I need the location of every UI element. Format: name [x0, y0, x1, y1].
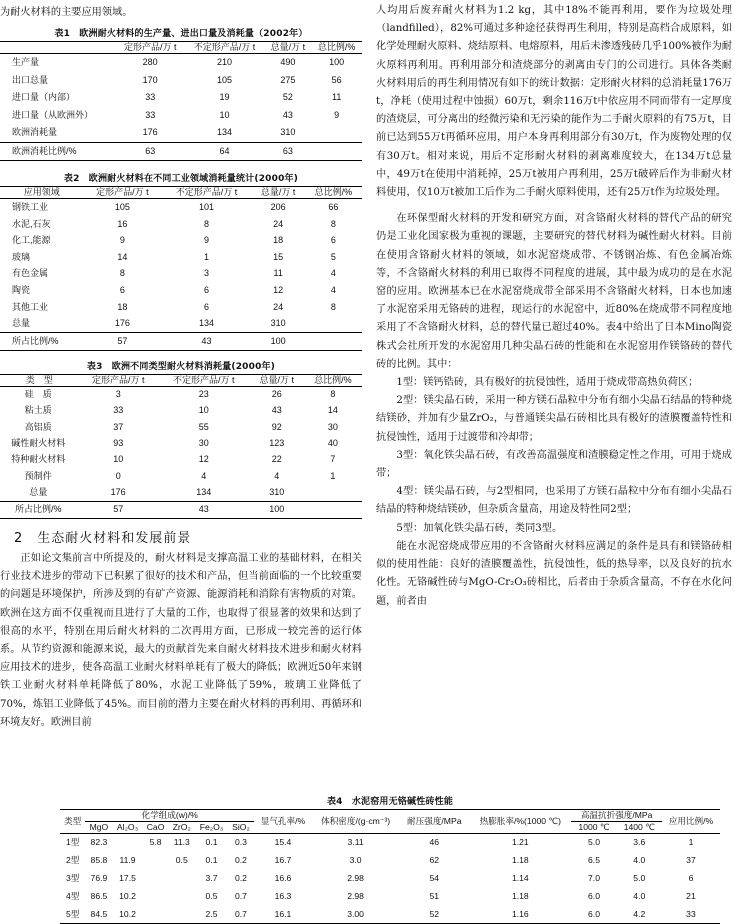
table4-row: [60, 887, 720, 905]
table2-cell: 176: [114, 318, 130, 329]
table4-cell: 1.14: [511, 872, 529, 883]
table4-cell: 3.6: [633, 837, 646, 848]
table3-cell: 4: [201, 470, 207, 481]
table4-cell: 6.0: [588, 890, 600, 901]
table4-header: 类型: [60, 810, 85, 834]
table1: [0, 41, 362, 161]
table3-cell: 100: [250, 501, 304, 518]
table2-row: [0, 315, 362, 332]
table4-cell: 11.3: [173, 837, 190, 848]
table4-cell: 4.0: [633, 890, 646, 901]
table2: [0, 186, 362, 350]
table4-row: [60, 870, 720, 888]
table4-cell: 1.18: [511, 855, 529, 866]
table4-cell: 0.2: [235, 855, 247, 866]
table3-cell: 40: [327, 438, 338, 449]
table1-row-label: 出口总量: [12, 74, 49, 85]
table3-cell: 30: [198, 438, 209, 449]
table3-cell: 123: [269, 438, 285, 449]
table2-row-label: 化工,能源: [12, 235, 51, 246]
table4-cell: [143, 852, 169, 870]
table3-cell: 8: [330, 389, 336, 400]
table3-row-label: 碱性耐火材料: [11, 438, 66, 449]
table3-row-label: 预制件: [24, 470, 52, 481]
intro-line: 为耐火材料的主要应用领域。: [0, 7, 133, 18]
table4-caption: 表4 水泥窑用无铬碱性砖性能: [326, 797, 454, 807]
table2-cell: 4: [330, 268, 336, 279]
table4-row-label: 1型: [66, 837, 80, 848]
table1-header: 总量/万 t: [264, 42, 311, 54]
table4-cell: 15.4: [274, 837, 292, 848]
table4-cell: 0.3: [235, 837, 247, 848]
table1-cell: 11: [332, 92, 342, 103]
table4-cell: 3.7: [205, 872, 218, 883]
table2-header: 总量/万 t: [252, 187, 305, 199]
table1-cell: 19: [219, 92, 230, 103]
table1-row-label: 欧洲消耗量: [12, 127, 58, 138]
table3-row-label: 硅 质: [24, 389, 52, 400]
table2-caption: 表2 欧洲耐火材料在不同工业领域消耗量统计(2000年): [63, 174, 299, 185]
paragraph-type5: 5型：加氧化铁尖晶石砖，类同3型。: [396, 522, 563, 534]
table4-subheader: MgO: [85, 822, 112, 834]
table2-row: [0, 199, 362, 216]
table1-cell: 9: [334, 109, 340, 120]
paragraph-type3: 3型：氧化铁尖晶石砖，有改善高温强度和渣膜稳定性之作用，可用于烧成带；: [376, 449, 732, 480]
table4-cell: 0.1: [205, 837, 218, 848]
table4-header: 高温抗折强度/MPa: [571, 810, 662, 822]
table4-cell: 84.5: [85, 905, 112, 923]
table4-block: [60, 794, 720, 924]
table4-cell: 5.8: [149, 837, 162, 848]
table3-cell: 310: [269, 486, 285, 497]
table1-header: 不定形产品/万 t: [185, 42, 265, 54]
table4-cell: 16.1: [254, 905, 312, 923]
table4-cell: 4.2: [617, 905, 662, 923]
table3-cell: 33: [113, 405, 124, 416]
table4-cell: 1: [688, 837, 694, 848]
table2-cell: 8: [330, 218, 336, 229]
table2-cell: 6: [203, 284, 209, 295]
table4-cell: 2.5: [195, 905, 228, 923]
table2-row: [0, 299, 362, 316]
table1-row-label: 进口量（内部）: [12, 92, 76, 103]
table4-cell: 0.5: [205, 890, 218, 901]
table1-cell: [311, 124, 362, 142]
table3-cell: 1: [330, 470, 336, 481]
table1-caption: 表1 欧洲耐火材料的生产量、进出口量及消耗量（2002年）: [54, 29, 308, 40]
table2-cell: 100: [252, 332, 305, 350]
table3-cell: 57: [79, 501, 158, 518]
table3-row: [0, 468, 362, 484]
table1-cell: 52: [282, 92, 293, 103]
table3-cell: 0: [115, 470, 121, 481]
table2-row-label: 有色金属: [12, 268, 49, 279]
table2-cell: 24: [273, 218, 284, 229]
table3-cell: 43: [158, 501, 250, 518]
table2-cell: [305, 315, 362, 332]
table3-cell: 12: [198, 454, 209, 465]
table4-cell: 3.0: [349, 855, 362, 866]
table2-cell: 8: [119, 268, 125, 279]
section-2-title: 2 生态耐火材料和发展前景: [14, 530, 192, 546]
table1-cell: 100: [329, 57, 345, 68]
table4-cell: 21: [686, 890, 696, 901]
table1-row-label: 进口量（从欧洲外）: [12, 109, 94, 120]
table1-cell: 64: [185, 142, 265, 161]
table3-cell: 176: [110, 486, 126, 497]
right-column: [376, 0, 732, 611]
table4-subheader: SiO₂: [228, 822, 254, 834]
table4-cell: [143, 887, 169, 905]
table4-cell: 0.2: [235, 872, 247, 883]
table1-cell: 63: [116, 142, 185, 161]
table1-row: [0, 89, 362, 107]
paragraph-type1: 1型：镁钙锆砖，具有极好的抗侵蚀性，适用于烧成带高热负荷区；: [396, 377, 699, 389]
table4-cell: 0.1: [205, 855, 218, 866]
table3-cell: 93: [113, 438, 124, 449]
table1-cell: 310: [280, 127, 296, 138]
table1-row-label: 生产量: [12, 57, 40, 68]
table4-subheader: ZrO₂: [169, 822, 196, 834]
table3-row: [0, 484, 362, 501]
table1-cell: 33: [145, 109, 156, 120]
table4-cell: [112, 834, 142, 852]
table2-header: 定形产品/万 t: [83, 187, 161, 199]
table2-cell: 9: [203, 235, 209, 246]
table3-row: [0, 386, 362, 403]
table2-cell: 14: [117, 251, 128, 262]
table4-header: 化学组成(w)/%: [85, 810, 254, 822]
table2-row: [0, 216, 362, 233]
table3-cell: 7: [330, 454, 336, 465]
table3-header: 类 型: [0, 374, 79, 386]
table4-cell: 3.00: [312, 905, 399, 923]
table3-cell: 134: [196, 486, 212, 497]
table4-row-label: 2型: [66, 855, 80, 866]
table2-cell: 12: [273, 284, 284, 295]
table1-cell: 56: [331, 74, 342, 85]
table2-cell: 4: [330, 284, 336, 295]
table1-header: [0, 42, 116, 54]
paragraph-conditions: 能在水泥窑烧成带应用的不含铬耐火材料应满足的条件是具有和镁铬砖相似的使用性能：良好的渣膜覆盖性，抗侵蚀性，低的热导率，以及良好的抗水化性。无铬碱性砖与MgO-Cr₂O₃砖相比，后者由于杂质含量高，不存在水化问题，前者由: [376, 540, 732, 607]
table4-cell: [169, 870, 196, 888]
table2-header: 应用领域: [0, 187, 83, 199]
table2-row-label: 陶瓷: [12, 284, 31, 295]
table4-cell: 1.21: [511, 837, 529, 848]
table3-header: 定形产品/万 t: [79, 374, 158, 386]
table4-row-label: 4型: [66, 890, 80, 901]
table2-cell: 134: [198, 318, 214, 329]
table2-header: 总比例/%: [305, 187, 362, 199]
table4-cell: 46: [429, 837, 440, 848]
table3-cell: 10: [198, 405, 209, 416]
table4-cell: 51: [429, 890, 440, 901]
table1-header: 定形产品/万 t: [116, 42, 185, 54]
table1-cell: 210: [217, 57, 233, 68]
table3-cell: 43: [271, 405, 282, 416]
table2-row: [0, 282, 362, 299]
table3: [0, 374, 362, 519]
table3-cell: 23: [198, 389, 209, 400]
table1-cell: 275: [280, 74, 296, 85]
table4-cell: 16.7: [274, 855, 292, 866]
table2-cell: 57: [83, 332, 161, 350]
table4-cell: 86.5: [90, 890, 108, 901]
table3-row-label: 高铝质: [24, 421, 52, 432]
table4-cell: 6.5: [588, 855, 600, 866]
table2-cell: 16: [117, 218, 128, 229]
table1-cell: 170: [142, 74, 158, 85]
table2-row-label: 总量: [12, 318, 31, 329]
table1-cell: 10: [219, 109, 230, 120]
table4-header: 热膨胀率/%(1000 ℃): [469, 810, 571, 834]
paragraph-type4: 4型：镁尖晶石砖，与2型相同，也采用了方镁石晶粒中分布有细小尖晶石结晶的特种烧结镁砂，但杂质含量高，用途及特性同2型；: [376, 486, 732, 516]
table2-cell: 66: [328, 202, 339, 212]
table3-cell: 14: [327, 405, 338, 416]
table1-cell: [311, 142, 362, 161]
table2-cell: 18: [117, 301, 128, 312]
table2-row-label: 其他工业: [12, 301, 49, 312]
table1-cell: 33: [145, 92, 156, 103]
table3-cell: 37: [113, 421, 124, 432]
left-column: [0, 0, 362, 732]
table2-cell: 15: [273, 251, 284, 262]
table4-cell: 85.8: [90, 855, 108, 866]
table2-row-label: 钢铁工业: [12, 202, 49, 212]
table2-cell: 206: [270, 202, 286, 212]
table2-row-label: 水泥,石灰: [12, 218, 51, 229]
table4-subheader: Fe₂O₃: [195, 822, 228, 834]
table4-cell: 2.98: [347, 872, 364, 883]
table4-cell: 10.2: [119, 890, 136, 901]
table2-cell: 11: [273, 268, 283, 279]
table2-cell: 1: [203, 251, 209, 262]
table4-cell: 82.3: [90, 837, 108, 848]
table3-cell: 26: [271, 389, 282, 400]
table1-cell: 105: [217, 74, 233, 85]
table4-cell: 6: [688, 872, 694, 883]
table4-cell: 2.98: [347, 890, 364, 901]
table4-cell: 16.6: [274, 872, 292, 883]
table4-subheader: 1000 ℃: [571, 822, 616, 834]
table4-cell: 1.16: [469, 905, 571, 923]
table2-cell: 6: [203, 301, 209, 312]
table4-cell: 37: [686, 855, 696, 866]
table2-row-label: 玻璃: [12, 251, 31, 262]
table1-cell: 63: [264, 142, 311, 161]
paragraph-chrome-free: 在环保型耐火材料的开发和研究方面，对含铬耐火材料的替代产品的研究仍是工业化国家极为重视的课题，主要研究的替代材料为碱性耐火材料。目前在使用含铬耐火材料的领域，如水泥窑烧成带、不锈钢冶炼、有色金属冶炼等，不含铬耐火材料的利用已取得不同程度的进展，其中最为成功的是在水泥窑的应用。欧洲基本已在水泥窑烧成带全部采用不含铬耐火材料，日本也加速了水泥窑采用无铬砖的进程，现运行的水泥窑中，近80%在烧成带不同程度地采用了不含铬耐火材料，总的替代量已超过40%。表4中给出了日本Mino陶瓷株式会社所开发的水泥窑用几种尖晶石砖的性能和在水泥窑用作镁铬砖的替代砖的比例。其中：: [376, 213, 732, 370]
table3-header: 不定形产品/万 t: [158, 374, 250, 386]
table3-cell: 4: [274, 470, 280, 481]
table4-cell: 5.0: [633, 872, 646, 883]
table2-cell: 8: [330, 301, 336, 312]
table1-cell: 43: [282, 109, 293, 120]
table2-cell: 310: [270, 318, 286, 329]
table3-cell: 3: [115, 389, 121, 400]
table2-cell: 9: [119, 235, 125, 246]
table3-row: [0, 419, 362, 435]
table2-cell: 18: [273, 235, 284, 246]
table4-cell: [169, 887, 196, 905]
paragraph-recycling: 人均用后废弃耐火材料为1.2 kg，其中18%不能再利用，要作为垃圾处理（landfilled），82%可通过多种途径获得再生利用，特别是高档合成原料，如化学处理耐火原料、烧结原料、电熔原料，用后未渗透残砖几乎100%被作为耐火原料再利用。再利用部分和渣烧部分的剥离由专门的公司进行。具体各类耐火材料用后的再生利用情况有如下的统计数据：定形耐火材料的总消耗量176万t，净耗（使用过程中蚀损）60万t，剩余116万t中依应用不同而带有一定厚度的渣烧层，可分离出的经微污染和无污染的能作为二手耐火原料的有75万t，目前已达到55万t再循环应用，用户本身再利用部分有30万t，作为废物处理的仅有30万t。相对来说，用后不定形耐火材料的剥离难度较大，在134万t总量中，49万t在使用中消耗掉，25万t被用户再利用，25万t破碎后作为非耐火材料使用，仅10万t被加工后作为二手耐火原料使用，还有25万t作为垃圾处理。: [376, 5, 732, 199]
table4-subheader: Al₂O₃: [112, 822, 142, 834]
table4-cell: 0.7: [228, 905, 254, 923]
table2-cell: 43: [161, 332, 251, 350]
table4-cell: 16.3: [274, 890, 292, 901]
table4-cell: 52: [399, 905, 469, 923]
table4-cell: [143, 870, 169, 888]
table2-cell: 6: [330, 235, 336, 246]
table4-cell: 76.9: [90, 872, 108, 883]
table4-cell: 0.7: [235, 890, 247, 901]
table4-row-label: 3型: [66, 872, 80, 883]
table4-header: 体积密度/(g·cm⁻³): [312, 810, 399, 834]
table4-header: 应用比例/%: [662, 810, 720, 834]
table4-cell: 54: [429, 872, 440, 883]
table3-cell: 92: [271, 421, 282, 432]
section-2-body: 正如论文集前言中所提及的，耐火材料是支撑高温工业的基础材料，在相关行业技术进步的带动下已积累了很好的技术和产品，但当前面临的一个比较重要的问题是环境保护，所涉及到的有矿产资源、能源消耗和消除有害物质的对策。欧洲在这方面不仅重视而且进行了大量的工作，也取得了很显著的效果和达到了很高的水平，特别在用后耐火材料的二次再用方面，已形成一较完善的运行体系。从节约资源和能源来说，最大的贡献首先来自耐火材料技术进步和耐火材料应用技术的进步，使各高温工业耐火材料单耗有了极大的降低；欧洲近50年来钢铁工业耐火材料单耗降低了80%，水泥工业降低了59%，玻璃工业降低了70%，炼铝工业降低了45%。而目前的潜力主要在耐火材料的再利用、再循环和环境友好。欧洲目前: [0, 552, 362, 728]
table4-cell: 0.5: [175, 855, 188, 866]
table4-row: [60, 852, 720, 870]
table4-subheader: CaO: [143, 822, 169, 834]
table2-row: [0, 266, 362, 283]
table4-cell: 3.11: [347, 837, 364, 848]
table3-cell: 30: [327, 421, 338, 432]
table2-cell: 5: [330, 251, 336, 262]
table4-row-label: 5型: [60, 905, 85, 923]
table2-header: 不定形产品/万 t: [161, 187, 251, 199]
table1-row: [0, 107, 362, 125]
table3-row: [0, 435, 362, 451]
table3-caption: 表3 欧洲不同类型耐火材料消耗量(2000年): [86, 361, 276, 372]
table4-cell: 17.5: [119, 872, 136, 883]
table4-cell: [169, 905, 196, 923]
table1-row-label: 欧洲消耗比例/%: [0, 142, 116, 161]
table1-cell: 134: [217, 127, 233, 138]
table4-cell: 11.9: [119, 855, 136, 866]
table2-row: [0, 249, 362, 266]
table1-header: 总比例/%: [311, 42, 362, 54]
table1-row: [0, 72, 362, 90]
table3-cell: [304, 484, 362, 501]
table3-header: 总比例/%: [304, 374, 362, 386]
table3-cell: [304, 501, 362, 518]
table4-row: [60, 834, 720, 852]
table2-cell: 105: [114, 202, 130, 212]
table3-cell: 10: [113, 454, 124, 465]
table4-cell: 33: [662, 905, 720, 923]
table3-row-label: 特种耐火材料: [11, 454, 66, 465]
table3-row-label: 粘土质: [24, 405, 52, 416]
table1-cell: 176: [142, 127, 158, 138]
table3-row-label: 所占比例/%: [0, 501, 79, 518]
table4-cell: 6.0: [571, 905, 616, 923]
table4-cell: 62: [429, 855, 440, 866]
table1-row: [0, 54, 362, 72]
paragraph-type2: 2型：镁尖晶石砖，采用一种方镁石晶粒中分布有细小尖晶石结晶的特种烧结镁砂，并加有少量ZrO₂，与普通镁尖晶石砖相比具有极好的渣膜覆盖特性和抗侵蚀性，适用于过渡带和冷却带；: [376, 395, 732, 443]
table4-row: [60, 905, 720, 923]
table2-cell: 101: [198, 202, 214, 212]
table2-cell: 3: [203, 268, 209, 279]
table3-cell: 22: [271, 454, 282, 465]
table4-cell: 1.18: [511, 890, 529, 901]
table4-subheader: 1400 ℃: [617, 822, 662, 834]
table3-row: [0, 452, 362, 468]
table3-row: [0, 403, 362, 419]
table3-row-label: 总量: [29, 486, 48, 497]
table4-cell: 4.0: [633, 855, 646, 866]
table3-row: [0, 501, 362, 518]
table2-cell: 8: [203, 218, 209, 229]
table2-row: [0, 232, 362, 249]
table2-cell: [305, 332, 362, 350]
table1-row: [0, 142, 362, 161]
table4-cell: 10.2: [112, 905, 142, 923]
table3-header: 总量/万 t: [250, 374, 304, 386]
table4-cell: [143, 905, 169, 923]
table1-cell: 490: [280, 57, 296, 68]
table1-row: [0, 124, 362, 142]
table4-header: 耐压强度/MPa: [399, 810, 469, 834]
table4: [60, 809, 720, 924]
table4-cell: 7.0: [588, 872, 600, 883]
table4-header: 显气孔率/%: [254, 810, 312, 834]
table2-cell: 24: [273, 301, 284, 312]
table1-cell: 280: [142, 57, 158, 68]
table2-row-label: 所占比例/%: [0, 332, 83, 350]
table2-cell: 6: [119, 284, 125, 295]
table4-cell: 5.0: [588, 837, 600, 848]
table3-cell: 55: [198, 421, 209, 432]
table2-row: [0, 332, 362, 350]
